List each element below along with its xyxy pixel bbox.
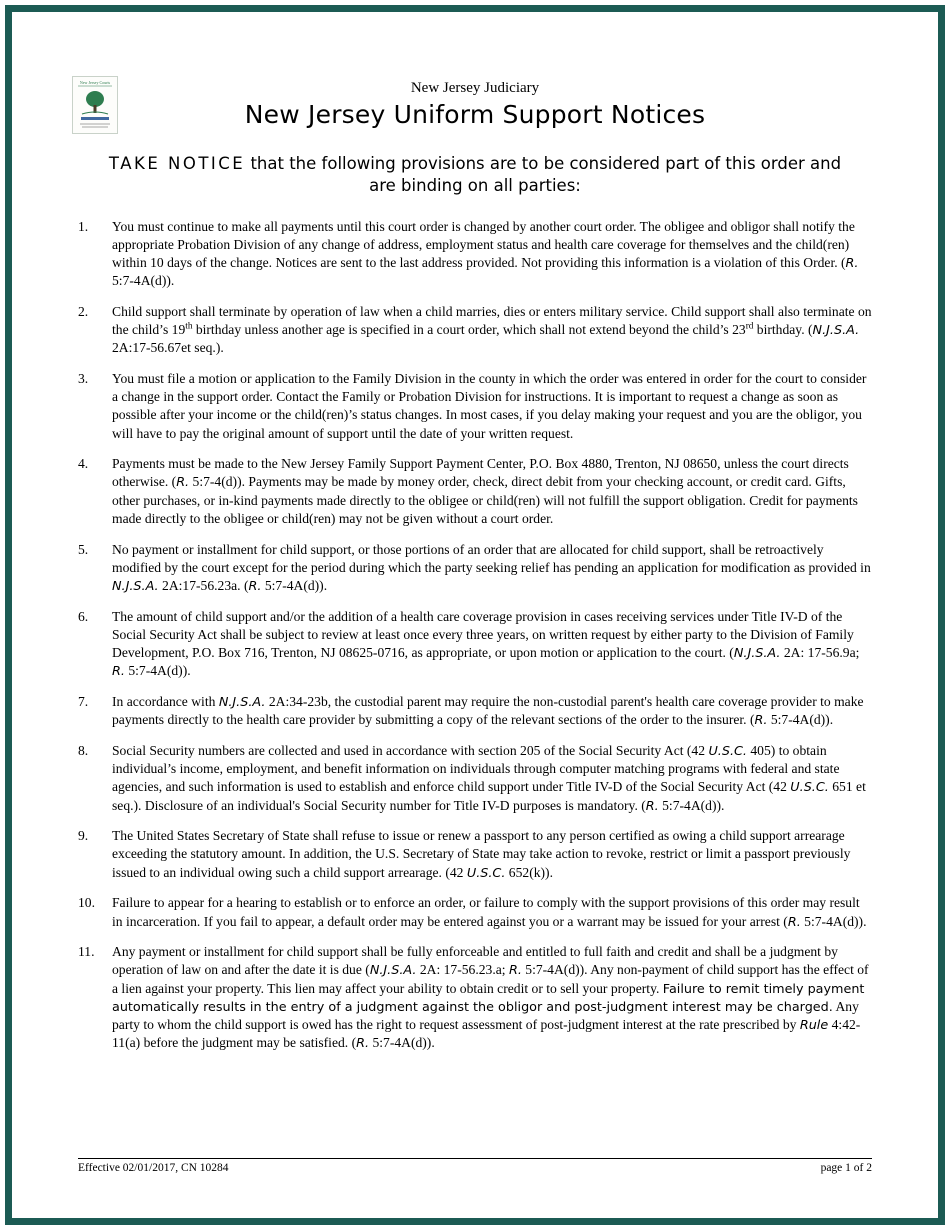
notice-list bbox=[78, 218, 872, 1053]
item-text: Social Security numbers are collected and used in accordance with section 205 of the Social Security Act (42 U.S.C. 405) to obtain individual’s income, employment, and benefit information on individuals through computer matching programs with federal and state agencies, and such information is used to establish and enforce child support under Title IV-D of the Social Security Act (42 U.S.C. 651 et seq.). Disclosure of an individual's Social Security number for Title IV-D purposes is mandatory. (R. 5:7-4A(d)). bbox=[112, 742, 866, 814]
item-number: 4. bbox=[78, 456, 89, 472]
item-number: 2. bbox=[78, 303, 89, 319]
item-text: In accordance with N.J.S.A. 2A:34-23b, the custodial parent may require the non-custodial parent's health care coverage provider to make payments directly to the health care provider by submitting a copy of the relevant sections of the order to the insurer. (R. 5:7-4A(d)). bbox=[112, 694, 864, 729]
list-item bbox=[78, 943, 872, 1052]
effective-date: Effective 02/01/2017, CN 10284 bbox=[78, 1162, 229, 1174]
item-text: The amount of child support and/or the addition of a health care coverage provision in cases receiving services under Title IV-D of the Social Security Act shall be subject to review at least once every three years, on written request by either party to the Division of Family Development, P.O. Box 716, Trenton, NJ 08625-0716, as appropriate, or upon motion or application to the court. (N.J.S.A. 2A: 17-56.9a; R. 5:7-4A(d)). bbox=[112, 608, 860, 680]
item-text: Failure to appear for a hearing to establish or to enforce an order, or failure to comply with the support provisions of this order may result in incarceration. If you fail to appear, a default order may be entered against you or a warrant may be issued for your arrest (R. 5:7-4A(d)). bbox=[112, 895, 867, 930]
item-text: You must continue to make all payments until this court order is changed by another court order. The obligee and obligor shall notify the appropriate Probation Division of any change of address, employment status and health care coverage for themselves and the child(ren) within 10 days of the change. Notices are sent to the last address provided. Not providing this information is a violation of this Order. (R. 5:7-4A(d)). bbox=[112, 218, 859, 289]
take-notice-text: that the following provisions are to be considered part of this order and are binding on all parties: bbox=[245, 154, 842, 196]
item-number: 8. bbox=[78, 742, 89, 758]
list-item bbox=[78, 541, 872, 596]
nj-courts-logo-icon bbox=[72, 76, 118, 134]
page-number: page 1 of 2 bbox=[820, 1162, 872, 1174]
list-item bbox=[78, 894, 872, 930]
item-text: You must file a motion or application to the Family Division in the county in which the order was entered in order for the court to consider a change in the support order. Contact the Family or Probation Division for instructions. It is important to request a change as soon as possible after your income or the child(ren)’s status changes. In most cases, if you delay making your request and you are the obligor, you will have to pay the original amount of support until the date of your written request. bbox=[112, 370, 867, 441]
list-item bbox=[78, 218, 872, 291]
item-number: 9. bbox=[78, 828, 89, 844]
take-notice-lead: TAKE NOTICE bbox=[108, 154, 246, 173]
item-text: Payments must be made to the New Jersey Family Support Payment Center, P.O. Box 4880, Trenton, NJ 08650, unless the court directs otherwise. (R. 5:7-4(d)). Payments may be made by money order, check, direct debit from your checking account, or credit card. Gifts, other purchases, or in-kind payments made directly to the obligee or child(ren) will not fulfill the support obligation. Credit for payments made directly to the obligee or child(ren) may not be given without a court order. bbox=[112, 456, 858, 526]
item-text: Any payment or installment for child support shall be fully enforceable and entitled to full faith and credit and shall be a judgment by operation of law on and after the date it is due (N.J.S.A. 2A: 17-56.23.a; R. 5:7-4A(d)). Any non-payment of child support has the effect of a lien against your property. This lien may affect your ability to obtain credit or to sell your property. Failure to remit timely payment automatically results in the entry of a judgment against the obligor and post-judgment interest may be charged. Any party to whom the child support is owed has the right to request assessment of post-judgment interest at the rate prescribed by Rule 4:42-11(a) before the judgment may be satisfied. (R. 5:7-4A(d)). bbox=[112, 944, 869, 1052]
list-item bbox=[78, 827, 872, 882]
item-number: 6. bbox=[78, 608, 89, 624]
page-title: New Jersey Uniform Support Notices bbox=[244, 100, 706, 129]
list-item bbox=[78, 303, 872, 358]
document-header bbox=[78, 80, 872, 129]
item-number: 11. bbox=[78, 944, 95, 960]
item-number: 7. bbox=[78, 694, 89, 709]
item-text: Child support shall terminate by operation of law when a child marries, dies or enters military service. Child support shall also terminate on the child’s 19th birthday unless another age is specified in a court order, which shall not extend beyond the child’s 23rd birthday. (N.J.S.A. 2A:17-56.67et seq.). bbox=[112, 303, 872, 356]
list-item bbox=[78, 455, 872, 528]
item-number: 10. bbox=[78, 895, 95, 911]
list-item bbox=[78, 608, 872, 681]
page-footer bbox=[78, 1158, 872, 1174]
item-number: 3. bbox=[78, 370, 89, 386]
item-text: The United States Secretary of State shall refuse to issue or renew a passport to any person certified as owing a child support arrearage exceeding the statutory amount. In addition, the U.S. Secretary of State may take action to revoke, restrict or limit a passport previously issued to an individual owing such a child support arrearage. (42 U.S.C. 652(k)). bbox=[112, 828, 851, 881]
document bbox=[12, 12, 938, 1052]
list-item bbox=[78, 742, 872, 815]
take-notice-heading bbox=[95, 153, 855, 198]
list-item bbox=[78, 693, 872, 729]
item-text: No payment or installment for child support, or those portions of an order that are allocated for child support, shall be retroactively modified by the court except for the period during which the party seeking relief has pending an application for modification as provided in N.J.S.A. 2A:17-56.23a. (R. 5:7-4A(d)). bbox=[112, 541, 871, 594]
item-number: 5. bbox=[78, 541, 89, 557]
list-item bbox=[78, 370, 872, 443]
page-border-frame bbox=[5, 5, 945, 1225]
organization-name: New Jersey Judiciary bbox=[410, 80, 540, 96]
svg-text:New Jersey Courts: New Jersey Courts bbox=[79, 80, 111, 85]
item-number: 1. bbox=[78, 218, 89, 234]
